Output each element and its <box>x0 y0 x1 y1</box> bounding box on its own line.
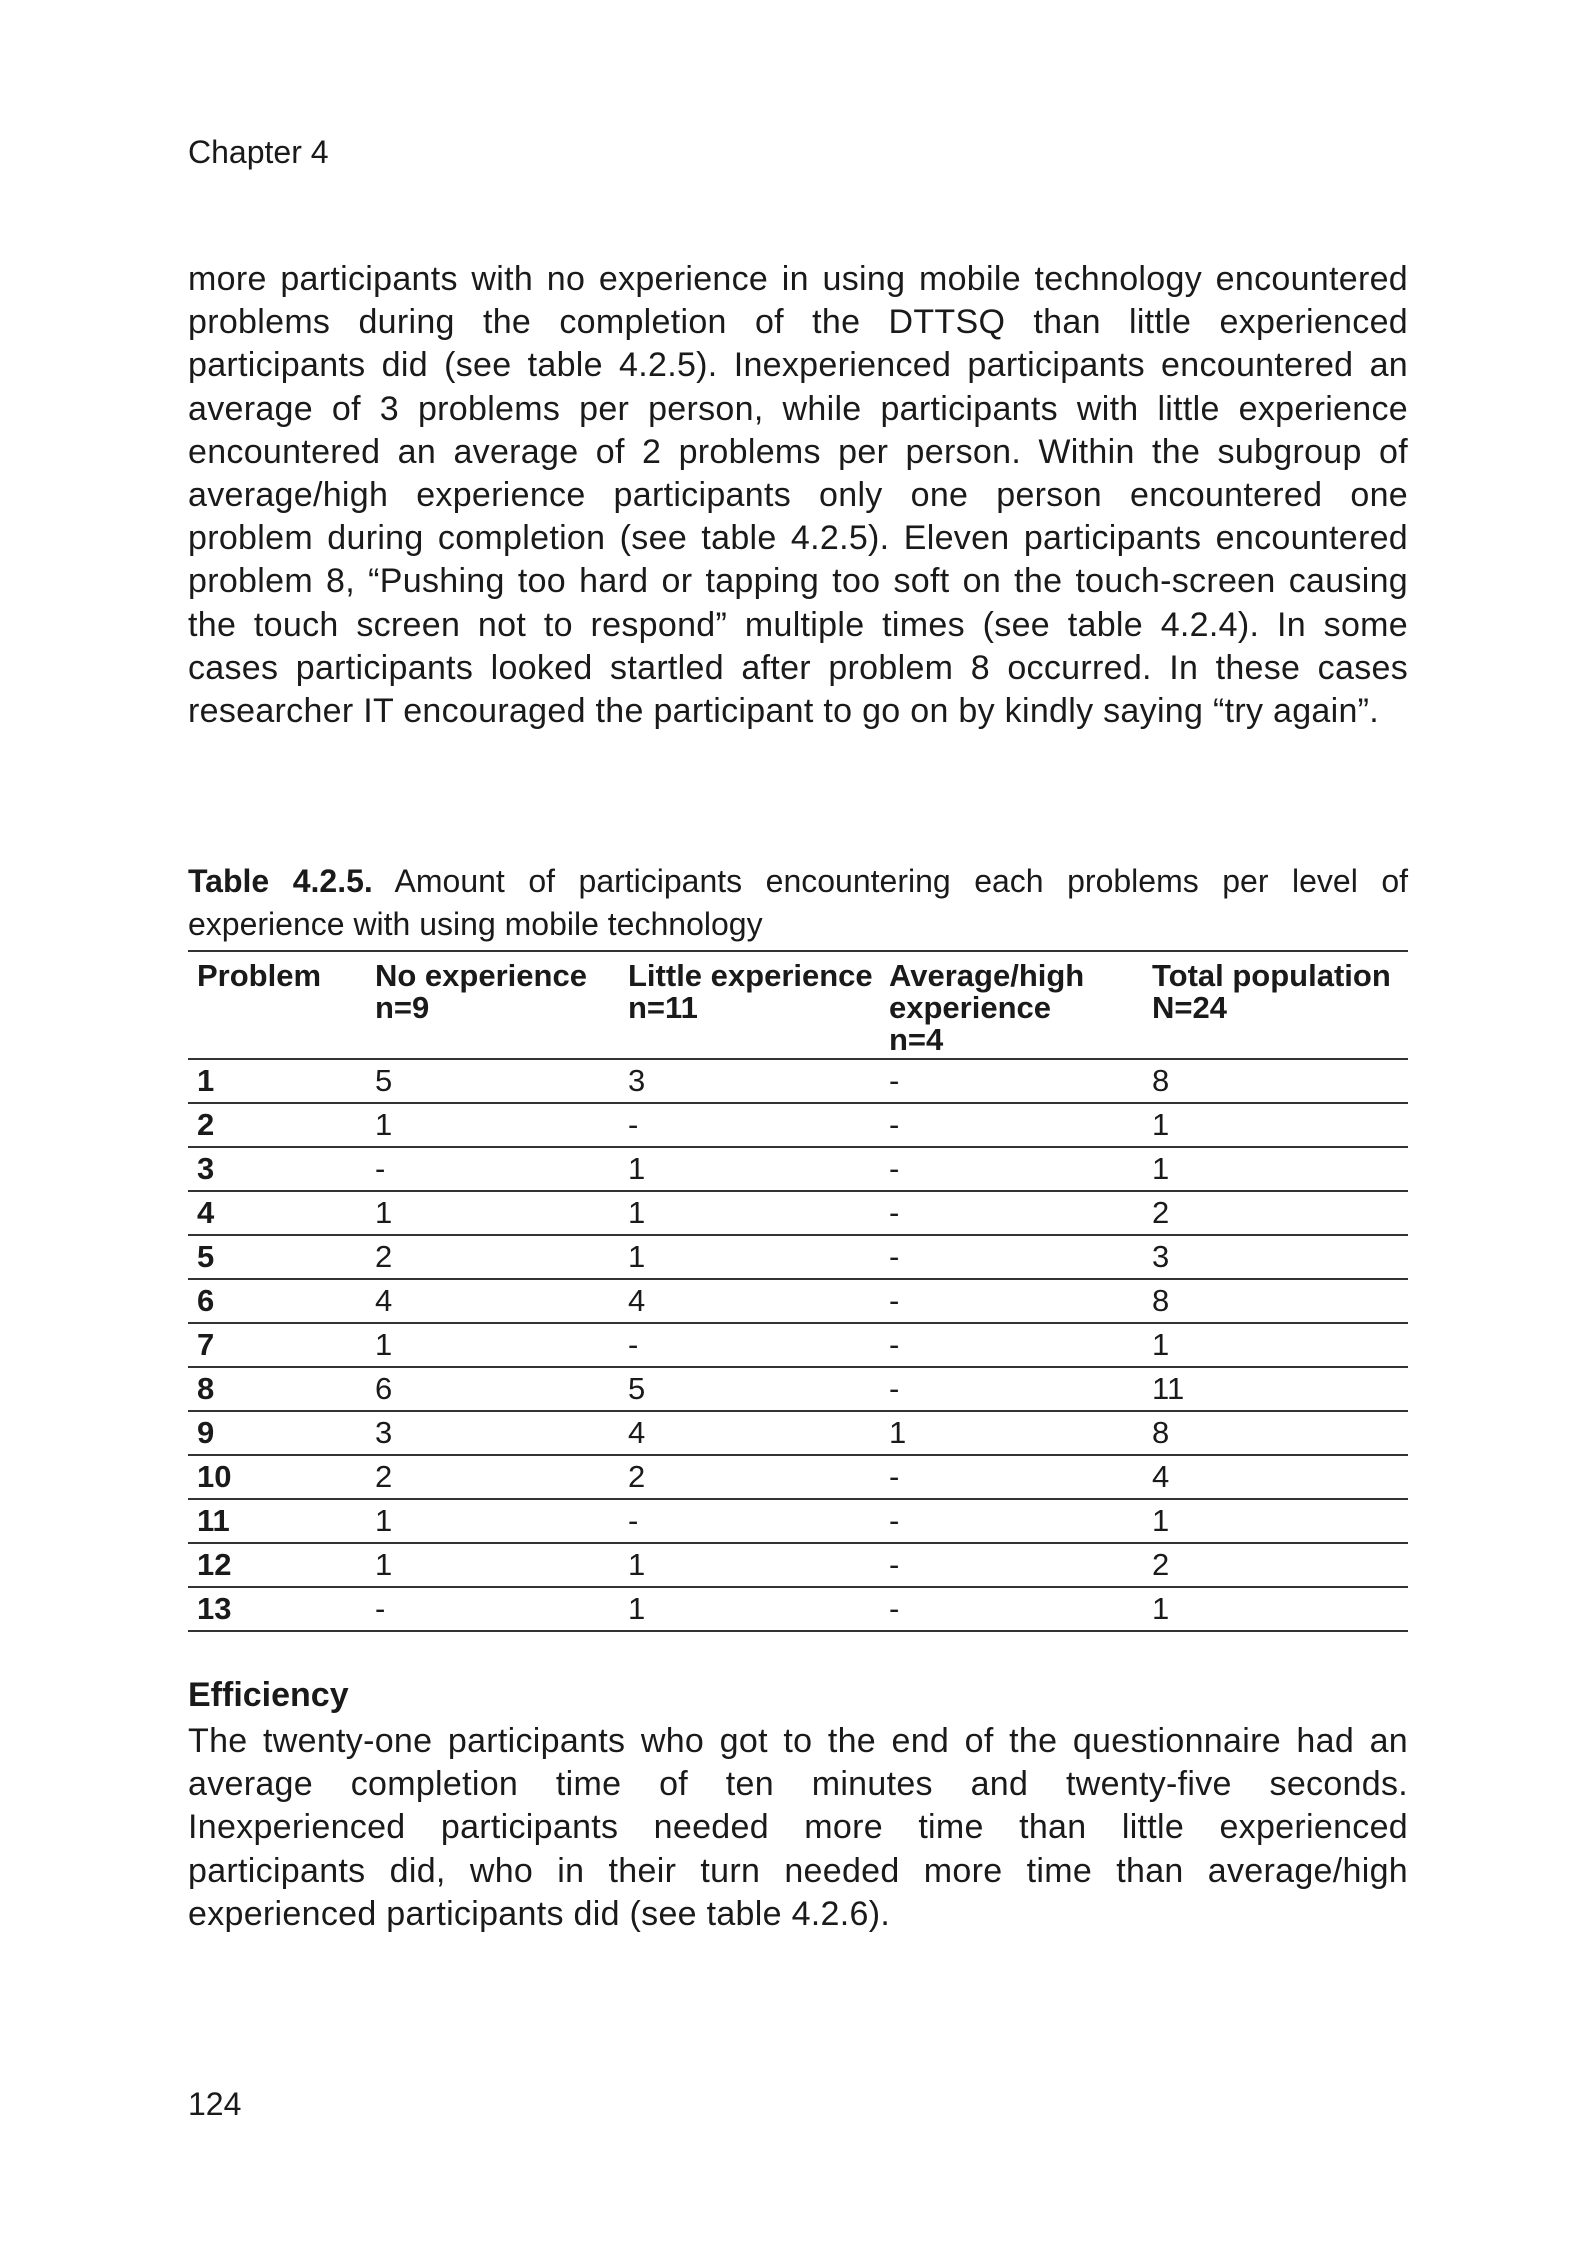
table-cell: - <box>889 1503 900 1538</box>
table-cell: 2 <box>1152 1195 1170 1230</box>
problem-number-cell: 9 <box>197 1415 215 1450</box>
page-number: 124 <box>188 2086 242 2122</box>
table-cell: 2 <box>1152 1547 1170 1582</box>
running-head: Chapter 4 <box>188 134 329 170</box>
column-header-line: Average/high experience <box>889 958 1085 1025</box>
table-cell: 3 <box>628 1063 646 1098</box>
table-cell: - <box>889 1283 900 1318</box>
table-cell: - <box>889 1063 900 1098</box>
table-cell: - <box>628 1503 639 1538</box>
body-paragraph: more participants with no experience in using mobile technology encountered problems during the completion of the DTTSQ than little experienced participants did (see table 4.2.5). Inexperienced participants encountered an average of 3 problems per person, while participants with little experience encountered an average of 2 problems per person. Within the subgroup of average/high experience participants only one person encountered one problem during completion (see table 4.2.5). Eleven participants encountered problem 8, “Pushing too hard or tapping too soft on the touch-screen causing the touch screen not to respond” multiple times (see table 4.2.4). In some cases participants looked startled after problem 8 occurred. In these cases researcher IT encouraged the participant to go on by kindly saying “try again”. <box>188 260 1408 731</box>
column-header <box>619 951 880 1059</box>
table-cell: - <box>628 1327 639 1362</box>
table-row <box>188 1147 1408 1191</box>
table-cell: 11 <box>1152 1371 1185 1406</box>
table-row <box>188 1191 1408 1235</box>
problem-number-cell: 1 <box>197 1063 215 1098</box>
table-cell: 1 <box>628 1151 646 1186</box>
table-row <box>188 1367 1408 1411</box>
problem-number-cell: 3 <box>197 1151 215 1186</box>
table-row <box>188 1587 1408 1631</box>
column-header-line: n=9 <box>375 990 430 1025</box>
table-cell: 2 <box>375 1459 393 1494</box>
table-cell: 5 <box>628 1371 646 1406</box>
problems-table <box>188 950 1408 1632</box>
table-cell: 4 <box>628 1283 646 1318</box>
table-body <box>188 1059 1408 1631</box>
table-cell: - <box>889 1239 900 1274</box>
table-row <box>188 1543 1408 1587</box>
problem-number-cell: 2 <box>197 1107 215 1142</box>
problem-number-cell: 6 <box>197 1283 215 1318</box>
table-cell: 8 <box>1152 1283 1170 1318</box>
table-cell: 4 <box>375 1283 393 1318</box>
table-cell: 6 <box>375 1371 393 1406</box>
table-cell: - <box>889 1195 900 1230</box>
problem-number-cell: 13 <box>197 1591 232 1626</box>
table-row <box>188 1279 1408 1323</box>
table-row <box>188 1411 1408 1455</box>
table-row <box>188 1455 1408 1499</box>
column-header-line: n=4 <box>889 1022 944 1057</box>
column-header <box>188 951 366 1059</box>
table-caption-text: Amount of participants encountering each problems per level of experience with using mobile technology <box>188 863 1409 942</box>
column-header-line: N=24 <box>1152 990 1227 1025</box>
table-caption-label: Table 4.2.5. <box>188 863 373 899</box>
problem-number-cell: 4 <box>197 1195 215 1230</box>
section-heading: Efficiency <box>188 1676 349 1714</box>
problem-number-cell: 10 <box>197 1459 232 1494</box>
table-caption <box>188 860 1408 946</box>
table-row <box>188 1499 1408 1543</box>
column-header-line: No experience <box>375 958 587 993</box>
table-cell: 1 <box>375 1547 393 1582</box>
table-cell: 2 <box>375 1239 393 1274</box>
problem-number-cell: 7 <box>197 1327 215 1362</box>
problem-number-cell: 12 <box>197 1547 232 1582</box>
table-row <box>188 1059 1408 1103</box>
table-cell: - <box>889 1371 900 1406</box>
table-cell: 4 <box>1152 1459 1170 1494</box>
table-cell: - <box>375 1151 386 1186</box>
table-cell: 8 <box>1152 1063 1170 1098</box>
column-header-line: n=11 <box>628 990 698 1025</box>
table-cell: 1 <box>1152 1107 1170 1142</box>
table-cell: - <box>889 1591 900 1626</box>
table-cell: - <box>889 1327 900 1362</box>
table-cell: 1 <box>1152 1327 1170 1362</box>
table-cell: - <box>889 1107 900 1142</box>
efficiency-paragraph: The twenty-one participants who got to the end of the questionnaire had an average completion time of ten minutes and twenty-five seconds. Inexperienced participants needed more time than little experienced participants did, who in their turn needed more time than average/high experienced participants did (see table 4.2.6). <box>188 1722 1408 1933</box>
table-cell: 1 <box>375 1327 393 1362</box>
table-cell: 1 <box>1152 1151 1170 1186</box>
table-cell: - <box>375 1591 386 1626</box>
table-cell: 3 <box>1152 1239 1170 1274</box>
table-cell: 8 <box>1152 1415 1170 1450</box>
table-cell: - <box>889 1151 900 1186</box>
column-header-line: Problem <box>197 958 322 993</box>
table-cell: 1 <box>375 1195 393 1230</box>
column-header-line: Little experience <box>628 958 873 993</box>
column-header <box>880 951 1143 1059</box>
problem-number-cell: 8 <box>197 1371 215 1406</box>
table-cell: 5 <box>375 1063 393 1098</box>
table-cell: 1 <box>628 1239 646 1274</box>
table-cell: 1 <box>628 1195 646 1230</box>
table-cell: 1 <box>1152 1591 1170 1626</box>
problem-number-cell: 5 <box>197 1239 215 1274</box>
column-header <box>366 951 619 1059</box>
table-cell: 1 <box>628 1547 646 1582</box>
table-cell: - <box>628 1107 639 1142</box>
table-cell: 4 <box>628 1415 646 1450</box>
table-cell: 1 <box>375 1107 393 1142</box>
table-cell: 1 <box>628 1591 646 1626</box>
table-cell: 1 <box>889 1415 907 1450</box>
table-row <box>188 1235 1408 1279</box>
table-cell: - <box>889 1459 900 1494</box>
table-cell: 3 <box>375 1415 393 1450</box>
table-header-row <box>188 951 1408 1059</box>
table-row <box>188 1103 1408 1147</box>
column-header-line: Total population <box>1152 958 1391 993</box>
table-cell: 2 <box>628 1459 646 1494</box>
table-cell: 1 <box>1152 1503 1170 1538</box>
problem-number-cell: 11 <box>197 1503 230 1538</box>
table-cell: 1 <box>375 1503 393 1538</box>
table-row <box>188 1323 1408 1367</box>
table-cell: - <box>889 1547 900 1582</box>
column-header <box>1143 951 1408 1059</box>
